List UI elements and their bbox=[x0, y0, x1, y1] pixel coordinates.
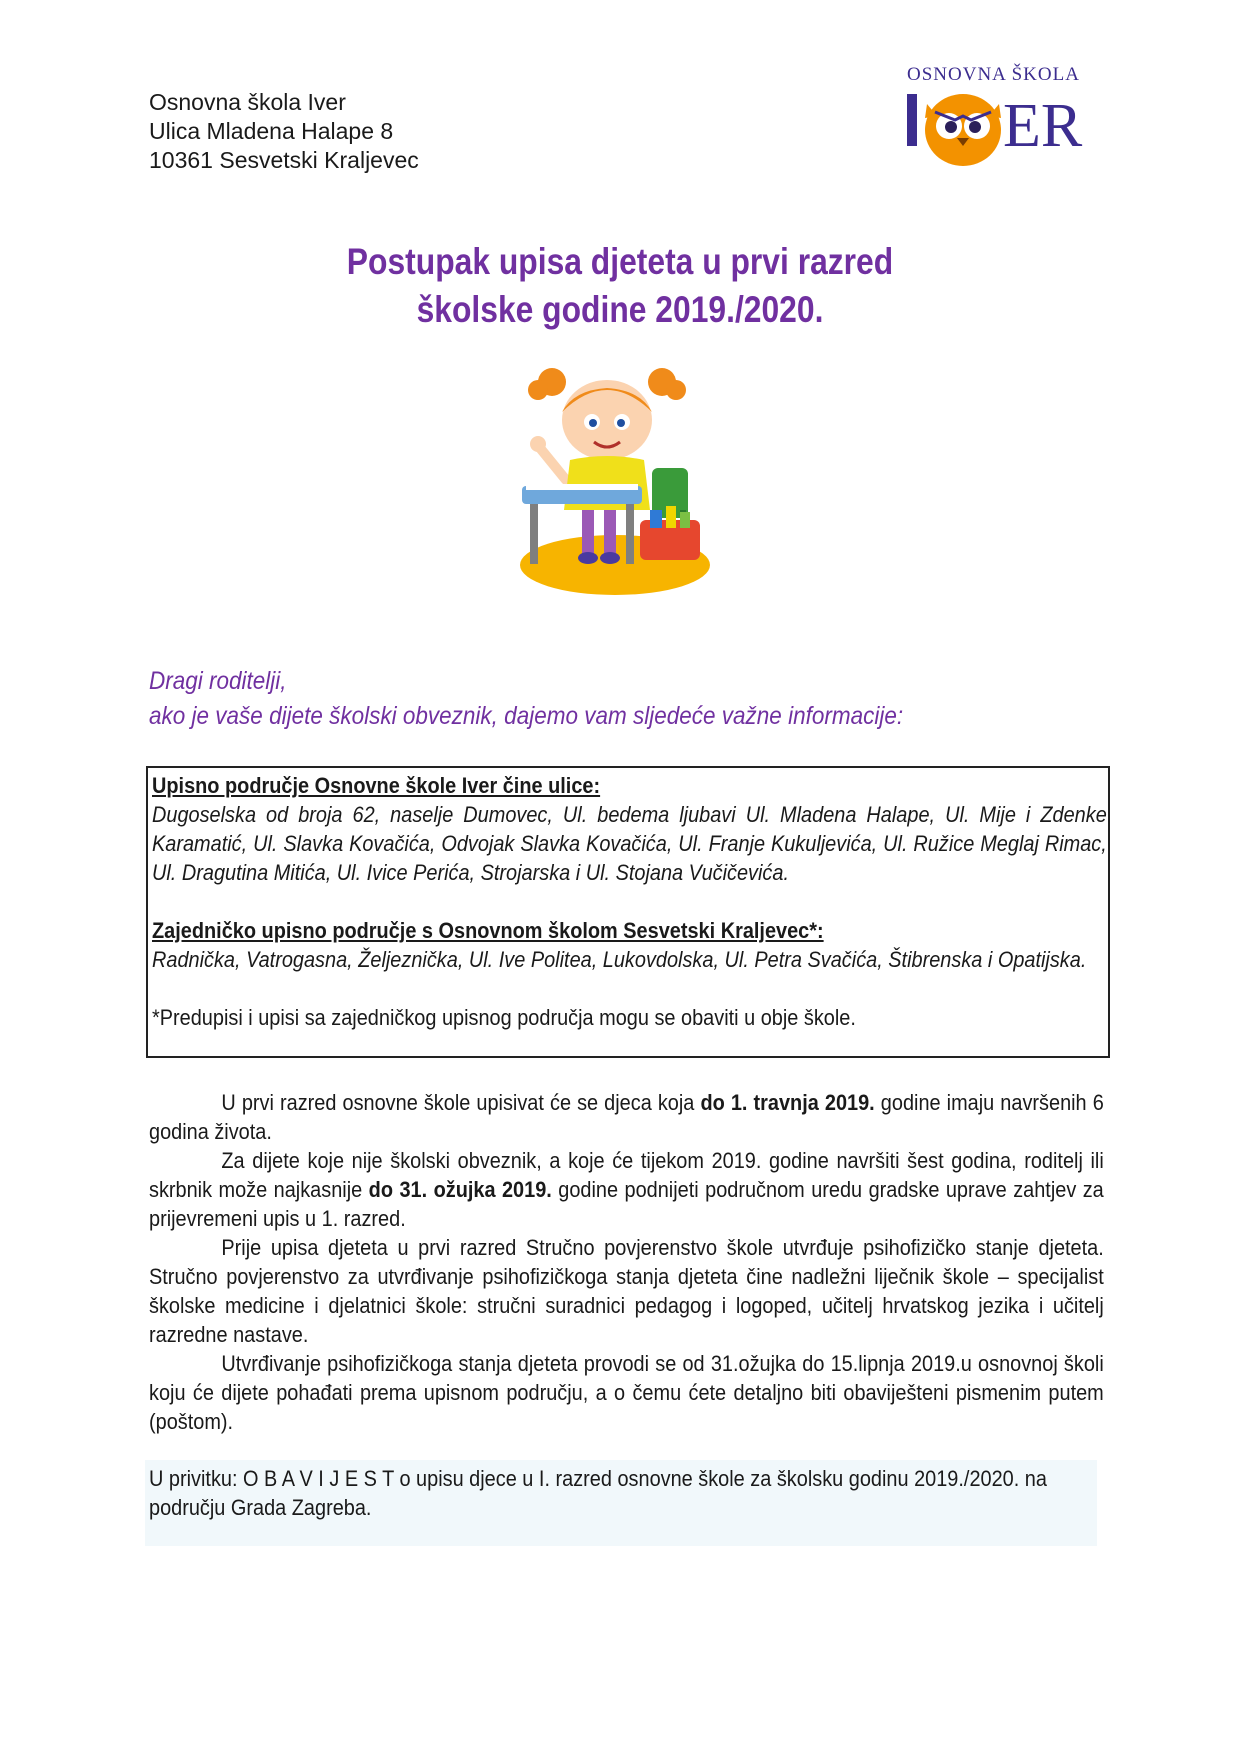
attachment-text: U privitku: O B A V I J E S T o upisu djece u I. razred osnovne škole za školsku godinu 2019./2020. na području Grada Zagreba. bbox=[149, 1466, 1047, 1520]
school-logo bbox=[905, 64, 1105, 174]
title-line-1: Postupak upisa djeteta u prvi razred bbox=[346, 241, 894, 282]
shared-area-streets: Radnička, Vatrogasna, Željeznička, Ul. Ive Politea, Lukovdolska, Ul. Petra Svačića, Štibrenska i Opatijska. bbox=[152, 947, 1087, 972]
greeting-line-1: Dragi roditelji, bbox=[149, 667, 287, 695]
girl-at-school-desk-icon bbox=[490, 360, 750, 610]
deadline-april: do 1. travnja 2019. bbox=[700, 1090, 875, 1115]
logo-top-text: OSNOVNA ŠKOLA bbox=[907, 64, 1080, 85]
shared-area-heading: Zajedničko upisno područje s Osnovnom školom Sesvetski Kraljevec*: bbox=[152, 918, 824, 943]
enrollment-area-streets: Dugoselska od broja 62, naselje Dumovec, Ul. bedema ljubavi Ul. Mladena Halape, Ul. Mije i Zdenke Karamatić, Ul. Slavka Kovačića, Odvojak Slavka Kovačića, Ul. Franje Kukuljevića, Ul. Ružice Meglaj Rimac, Ul. Dragutina Mitića, Ul. Ivice Perića, Strojarska i Ul. Stojana Vučičevića. bbox=[152, 802, 1107, 885]
title-line-2: školske godine 2019./2020. bbox=[416, 289, 824, 330]
greeting bbox=[149, 664, 903, 734]
paragraph-committee: Prije upisa djeteta u prvi razred Stručno povjerenstvo škole utvrđuje psihofizičko stanje djeteta. Stručno povjerenstvo za utvrđivanje psihofizičkoga stanja djeteta čine nadležni liječnik škole – specijalist školske medicine i djelatnici škole: stručni suradnici pedagog i logoped, učitelj hrvatskog jezika i učitelj razredne nastave. bbox=[149, 1235, 1104, 1347]
school-street: Ulica Mladena Halape 8 bbox=[149, 118, 394, 144]
paragraph-assessment-period: Utvrđivanje psihofizičkoga stanja djeteta provodi se od 31.ožujka do 15.lipnja 2019.u osnovnoj školi koju će dijete pohađati prema upisnom području, a o čemu ćete detaljno biti obaviješteni pismenim putem (poštom). bbox=[149, 1351, 1104, 1434]
greeting-line-2: ako je vaše dijete školski obveznik, dajemo vam sljedeće važne informacije: bbox=[149, 702, 904, 730]
school-address bbox=[149, 88, 419, 175]
svg-text:ER: ER bbox=[1003, 92, 1083, 160]
enrollment-area-heading: Upisno područje Osnovne škole Iver čine ulice: bbox=[152, 773, 601, 798]
body-text bbox=[149, 1088, 1104, 1436]
school-city: 10361 Sesvetski Kraljevec bbox=[149, 147, 419, 173]
paragraph-age-requirement: U prvi razred osnovne škole upisivat će se djeca koja do 1. travnja 2019. godine imaju navršenih 6 godina života. bbox=[149, 1090, 1104, 1144]
enrollment-area-box bbox=[146, 766, 1110, 1058]
shared-area-footnote: *Predupisi i upisi sa zajedničkog upisnog područja mogu se obaviti u obje škole. bbox=[152, 1005, 856, 1030]
enrollment-area-content bbox=[152, 771, 1107, 1032]
logo-owl-icon bbox=[905, 86, 1105, 176]
document-title bbox=[87, 238, 1153, 334]
deadline-march: do 31. ožujka 2019. bbox=[368, 1177, 552, 1202]
attachment-note bbox=[145, 1460, 1097, 1546]
paragraph-early-enrollment: Za dijete koje nije školski obveznik, a koje će tijekom 2019. godine navršiti šest godina, roditelj ili skrbnik može najkasnije do 31. ožujka 2019. godine podnijeti područnom uredu gradske uprave zahtjev za prijevremeni upis u 1. razred. bbox=[149, 1148, 1104, 1231]
school-name: Osnovna škola Iver bbox=[149, 89, 346, 115]
girl-at-desk-illustration bbox=[490, 360, 750, 610]
